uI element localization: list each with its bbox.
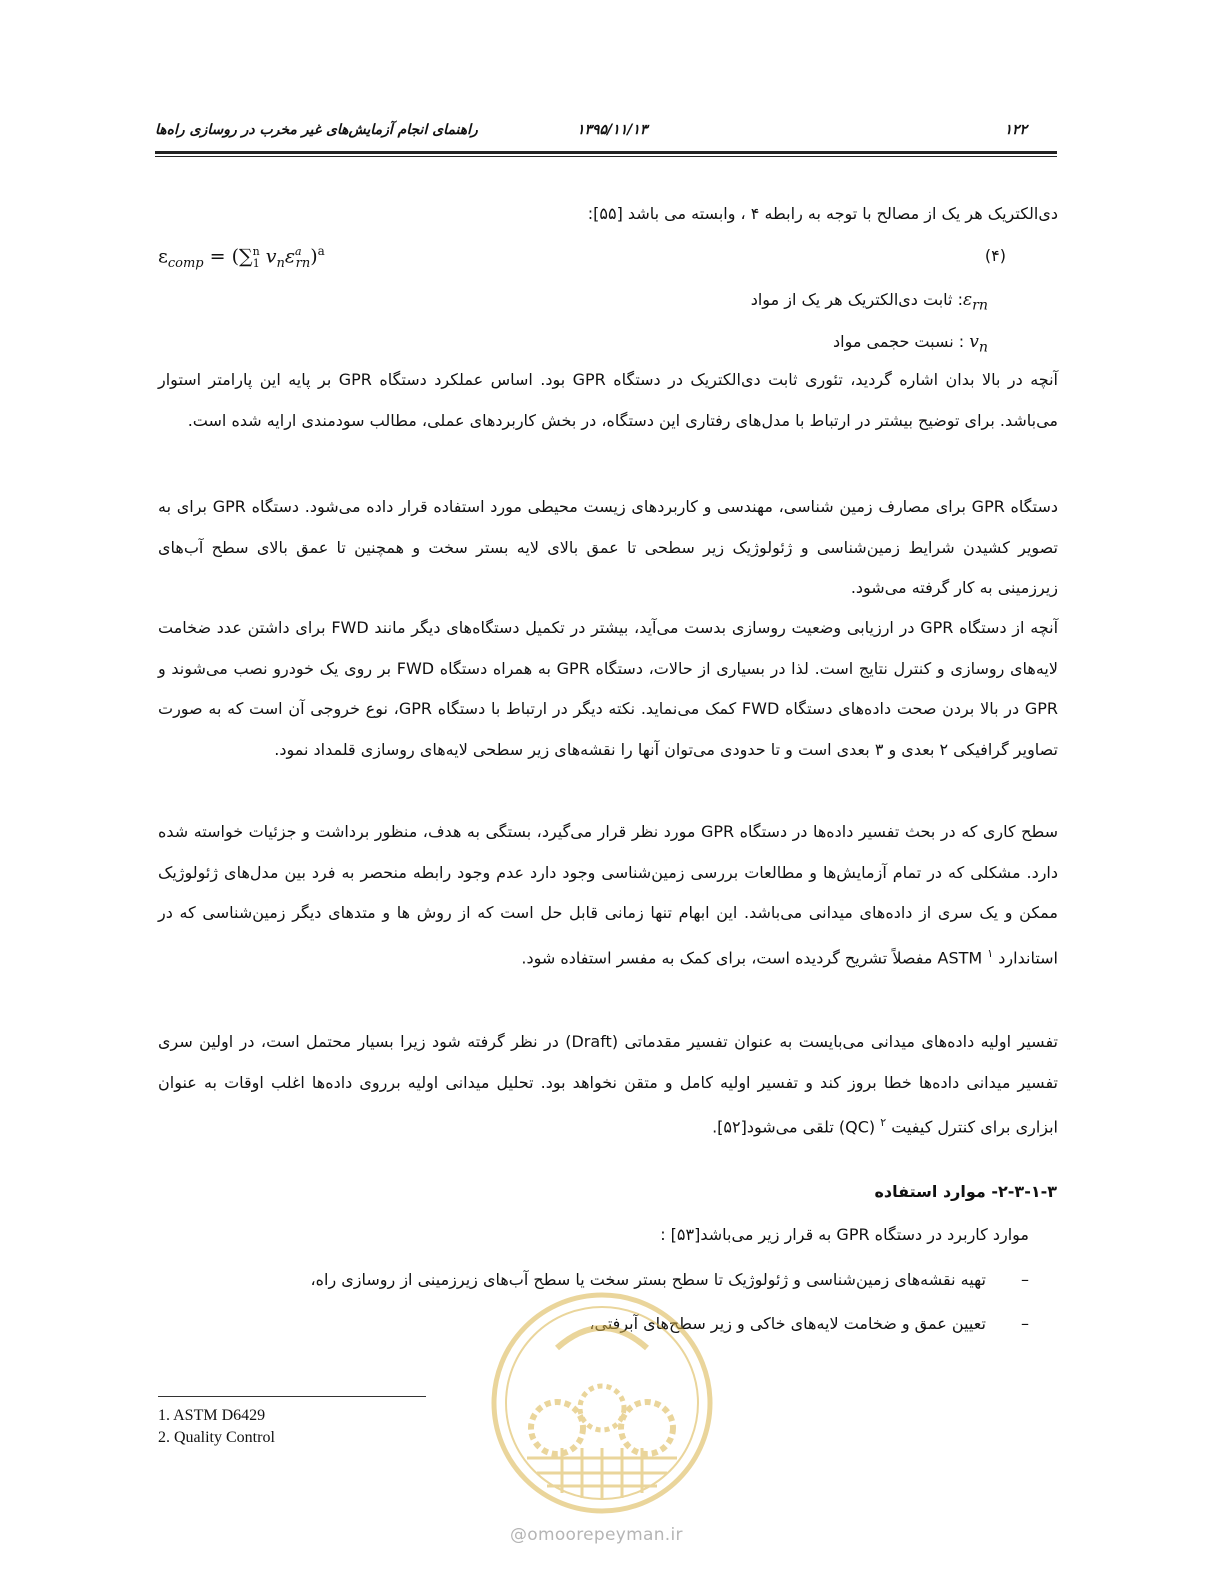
paragraph-5-text-a: تفسیر اولیه داده‌های میدانی می‌بایست به عنوان تفسیر مقدماتی (Draft) در نظر گرفته شود زیرا بسیار محتمل است، در اولین سری تفسیر میدانی داده‌ها خطا بروز کند و تفسیر اولیه کامل و متقن نخواهد بود. تحلیل میدانی اولیه برروی داده‌ها اغلب اوقات به عنوان ابزاری برای کنترل کیفیت xyxy=(158,1032,1058,1137)
paragraph-4-text-a: سطح کاری که در بحث تفسیر داده‌ها در دستگاه GPR مورد نظر قرار می‌گیرد، بستگی به هدف، منظور برداشت و جزئیات خواسته شده دارد. مشکلی که در تمام آزمایش‌ها و مطالعات بررسی زمین‌شناسی وجود دارد عدم وجود رابطه منحصر به فرد بین مدل‌های ژئولوژیک ممکن و یک سری از داده‌های میدانی می‌باشد. این ابهام تنها زمانی قابل حل است که از روش ها و متدهای دیگر زمین‌شناسی که در استاندارد xyxy=(158,822,1059,967)
bullet-marker: – xyxy=(1021,1314,1029,1333)
footnote-ref-1: ۱ xyxy=(987,946,994,960)
section-heading: ۲-۳-۱-۳- موارد استفاده xyxy=(874,1182,1057,1201)
header-rule-thick xyxy=(155,151,1057,154)
watermark-text: @omoorepeyman.ir xyxy=(510,1525,683,1545)
bullet-marker: – xyxy=(1021,1270,1029,1289)
footnote-2: 2. Quality Control xyxy=(158,1429,275,1446)
footnote-divider xyxy=(158,1396,426,1397)
equation-formula: $\varepsilon_{comp} = (\sum^n_1$ $v_n\varepsilon^a_{rn})^a$ xyxy=(158,244,325,272)
header-rule-thin xyxy=(155,156,1057,157)
paragraph-2: دستگاه GPR برای مصارف زمین شناسی، مهندسی و کاربردهای زیست محیطی مورد استفاده قرار داده می‌شود. دستگاه GPR برای به تصویر کشیدن شرایط زمین‌شناسی و ژئولوژیک زیر سطحی تا عمق بالای لایه بستر سخت و همچنین تا عمق بالای سطح آب‌های زیرزمینی به کار گرفته می‌شود. xyxy=(158,497,1059,597)
paragraph-4-text-b: ASTM مفصلاً تشریح گردیده است، برای کمک به مفسر استفاده شود. xyxy=(521,947,983,967)
intro-line: دی‌الکتریک هر یک از مصالح با توجه به رابطه ۴ ، وابسته می باشد [۵۵]: xyxy=(587,204,1058,223)
paragraph-4 xyxy=(158,812,1058,978)
list-item-text: تعیین عمق و ضخامت لایه‌های خاکی و زیر سطح‌های آبرفتی، xyxy=(589,1314,986,1333)
list-item-text: تهیه نقشه‌های زمین‌شناسی و ژئولوژیک تا سطح بستر سخت یا سطح آب‌های زیرزمینی از روسازی راه، xyxy=(310,1270,986,1289)
variable-description: : ثابت دی‌الکتریک هر یک از مواد xyxy=(750,290,963,309)
page-header xyxy=(155,118,1057,142)
list-item xyxy=(310,1270,1029,1289)
paragraph-5 xyxy=(158,1022,1058,1148)
header-title: راهنمای انجام آزمایش‌های غیر مخرب در روسازی راه‌ها xyxy=(155,122,478,138)
watermark-seal-icon xyxy=(487,1288,717,1518)
equation-label: (۴) xyxy=(984,246,1006,265)
header-date: ۱۳۹۵/۱۱/۱۳ xyxy=(577,122,648,138)
page-number: ۱۲۲ xyxy=(1004,122,1027,138)
paragraph-5-text-b: (QC) تلقی می‌شود[۵۲]. xyxy=(712,1117,876,1137)
paragraph-3: آنچه از دستگاه GPR در ارزیابی وضعیت روسازی بدست می‌آید، بیشتر در تکمیل دستگاه‌های دیگر مانند FWD برای داشتن عدد ضخامت لایه‌های روسازی و کنترل نتایج است. لذا در بسیاری از حالات، دستگاه GPR به همراه دستگاه FWD بر روی یک خودرو نصب می‌شوند و GPR در بالا بردن صحت داده‌های دستگاه FWD کمک می‌نماید. نکته دیگر در ارتباط با دستگاه GPR، نوع خروجی آن است که به صورت تصاویر گرافیکی ۲ بعدی و ۳ بعدی است و تا حدودی می‌توان آنها را نقشه‌های زیر سطحی لایه‌های روسازی قلمداد نمود. xyxy=(158,618,1059,759)
section-intro: موارد کاربرد در دستگاه GPR به قرار زیر می‌باشد[۵۳] : xyxy=(660,1225,1029,1244)
variable-v-n: $v_n$ : نسبت حجمی مواد xyxy=(833,332,988,356)
footnote-ref-2: ۲ xyxy=(880,1116,887,1129)
footnote-1: 1. ASTM D6429 xyxy=(158,1407,266,1424)
variable-epsilon-rn: $\varepsilon_{rn}$: ثابت دی‌الکتریک هر یک از مواد xyxy=(750,290,988,314)
variable-description: : نسبت حجمی مواد xyxy=(833,332,965,351)
paragraph-1: آنچه در بالا بدان اشاره گردید، تئوری ثابت دی‌الکتریک در دستگاه GPR بود. اساس عملکرد دستگاه GPR بر پایه این پارامتر استوار می‌باشد. برای توضیح بیشتر در ارتباط با مدل‌های رفتاری این دستگاه، در بخش کاربردهای عملی، مطالب سودمندی ارایه شده است. xyxy=(158,370,1058,430)
